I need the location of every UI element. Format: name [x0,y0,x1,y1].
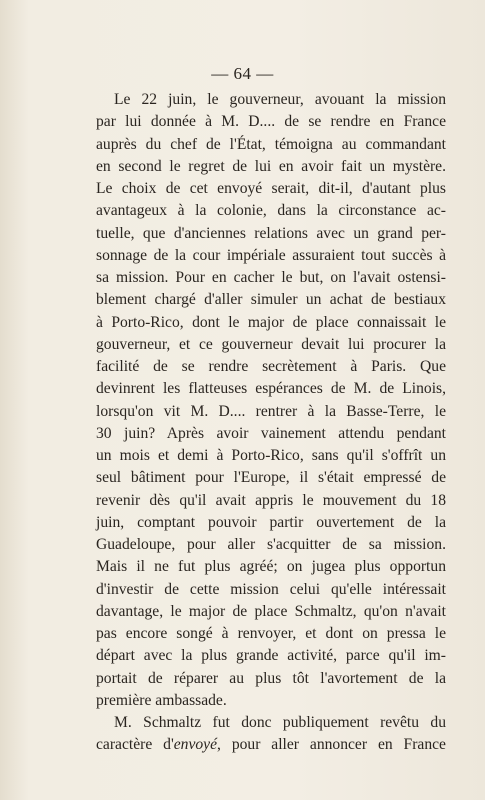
text-line: M. Schmaltz fut donc publiquement revêtu du [114,714,446,731]
text-line: sonnage de la cour impériale assuraient tout succès à [96,246,446,264]
italic-word: envoyé [173,736,218,754]
text-line: pas encore songé à renvoyer, et dont on pressa le [96,625,446,642]
text-line: en second le regret de lui en avoir fait un mystère. [96,157,446,175]
text-line: devinrent les flatteuses espérances de M. de Linois, [96,380,446,398]
text-line: gouverneur, et ce gouverneur devait lui procurer la [96,335,446,353]
text-line: Le choix de cet envoyé serait, dit-il, d'autant plus [96,180,446,197]
text-line: lorsqu'on vit M. D.... rentrer à la Basse-Terre, le [96,402,446,420]
text-line: blement chargé d'aller simuler un achat de bestiaux [96,291,446,309]
text-line: par lui donnée à M. D.... de se rendre en France [96,113,446,131]
text-line: première ambassade. [96,691,227,709]
text-line: Guadeloupe, pour aller s'acquitter de sa mission. [96,536,446,553]
page-number: — 64 — [211,64,274,83]
text-line: sa mission. Pour en cacher le but, on l'avait ostensi- [96,269,446,286]
text-line: auprès du chef de l'État, témoigna au commandant [96,135,446,153]
text-line: Le 22 juin, le gouverneur, avouant la mission [114,91,446,108]
body-text [96,89,446,757]
text-run: , pour aller annoncer en France [217,736,446,754]
text-line: revenir dès qu'il avait appris le mouvement du 18 [96,491,446,509]
text-line: avantageux à la colonie, dans la circonstance ac- [96,202,446,220]
text-line: seul bâtiment pour l'Europe, il s'était empressé de [96,469,446,487]
text-run: caractère d' [96,736,174,754]
text-line: Mais il ne fut plus agréé; on jugea plus opportun [96,558,446,576]
text-line: 30 juin? Après avoir vainement attendu pendant [96,424,446,442]
text-line: d'investir de cette mission celui qu'elle intéressait [96,580,446,598]
text-line: facilité de se rendre secrètement à Paris. Que [96,358,446,375]
text-line: portait de réparer au plus tôt l'avortement de la [96,669,446,687]
text-line: un mois et demi à Porto-Rico, sans qu'il s'offrît un [96,447,446,464]
text-line: départ avec la plus grande activité, parce qu'il im- [96,647,446,665]
text-line-with-italic [96,734,446,756]
text-line: juin, comptant pouvoir partir ouvertement de la [96,513,446,531]
text-line: à Porto-Rico, dont le major de place connaissait le [96,313,446,331]
text-line: tuelle, que d'anciennes relations avec un grand per- [96,224,446,242]
text-line: davantage, le major de place Schmaltz, qu'on n'avait [96,602,446,620]
